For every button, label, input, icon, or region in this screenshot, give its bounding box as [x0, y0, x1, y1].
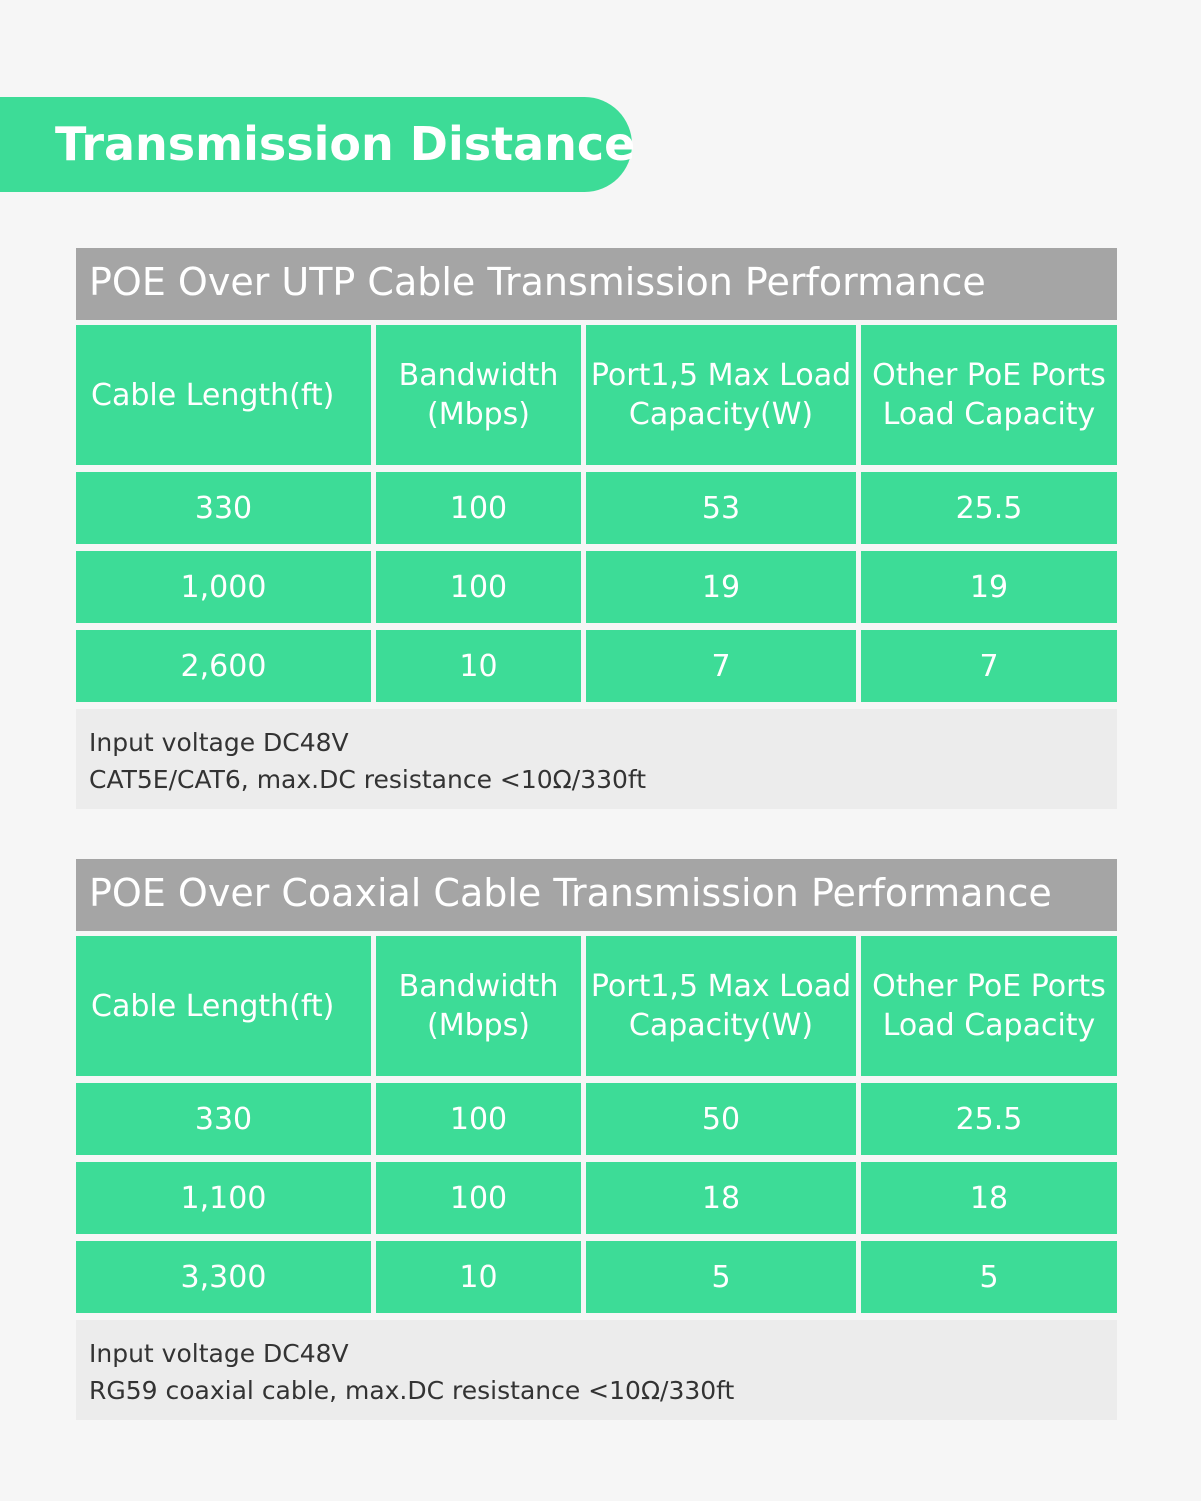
table-cell: 100: [376, 1162, 581, 1234]
table-cell: 10: [376, 1241, 581, 1313]
page-title: Transmission Distance: [55, 117, 636, 171]
table-cell: 100: [376, 472, 581, 544]
coax-section-title: POE Over Coaxial Cable Transmission Performance: [76, 859, 1117, 931]
coax-header-bandwidth: [376, 936, 581, 1076]
header-line: (Mbps): [426, 1008, 530, 1043]
coax-header-other-ports-capacity: [861, 936, 1117, 1076]
header-line: (Mbps): [426, 397, 530, 432]
header-line: Bandwidth: [398, 969, 559, 1004]
table-cell: 5: [586, 1241, 856, 1313]
note-line: RG59 coaxial cable, max.DC resistance <10Ω/330ft: [89, 1376, 735, 1405]
table-cell: 19: [586, 551, 856, 623]
utp-header-cable-length: [76, 325, 371, 465]
table-cell: 10: [376, 630, 581, 702]
table-cell: 25.5: [861, 1083, 1117, 1155]
utp-header-port15-capacity: [586, 325, 856, 465]
header-line: Capacity(W): [628, 397, 814, 432]
coax-header-cable-length: [76, 936, 371, 1076]
header-line: Port1,5 Max Load: [590, 358, 852, 393]
utp-section-title: POE Over UTP Cable Transmission Performance: [76, 248, 1117, 320]
table-cell: 7: [861, 630, 1117, 702]
note-line: CAT5E/CAT6, max.DC resistance <10Ω/330ft: [89, 765, 647, 794]
header-line: Load Capacity: [882, 1008, 1096, 1043]
utp-section: [76, 248, 1117, 809]
table-cell: 50: [586, 1083, 856, 1155]
table-cell: 18: [586, 1162, 856, 1234]
table-cell: 53: [586, 472, 856, 544]
header-line: Capacity(W): [628, 1008, 814, 1043]
table-cell: 3,300: [76, 1241, 371, 1313]
table-cell: 330: [76, 472, 371, 544]
coax-notes: [76, 1320, 1117, 1420]
header-line: Port1,5 Max Load: [590, 969, 852, 1004]
table-cell: 1,100: [76, 1162, 371, 1234]
utp-table: [76, 325, 1117, 702]
table-cell: 2,600: [76, 630, 371, 702]
table-cell: 1,000: [76, 551, 371, 623]
header-line: Other PoE Ports: [872, 358, 1106, 393]
table-cell: 5: [861, 1241, 1117, 1313]
coax-header-port15-capacity: [586, 936, 856, 1076]
header-line: Load Capacity: [882, 397, 1096, 432]
header-line: Cable Length(ft): [91, 988, 335, 1024]
coax-section: [76, 859, 1117, 1420]
title-banner: [0, 97, 636, 192]
utp-notes: [76, 709, 1117, 809]
note-line: Input voltage DC48V: [89, 1339, 349, 1368]
table-cell: 18: [861, 1162, 1117, 1234]
coax-table: [76, 936, 1117, 1313]
utp-header-bandwidth: [376, 325, 581, 465]
table-cell: 19: [861, 551, 1117, 623]
table-cell: 330: [76, 1083, 371, 1155]
table-cell: 25.5: [861, 472, 1117, 544]
table-cell: 100: [376, 551, 581, 623]
note-line: Input voltage DC48V: [89, 728, 349, 757]
table-cell: 7: [586, 630, 856, 702]
utp-header-other-ports-capacity: [861, 325, 1117, 465]
table-cell: 100: [376, 1083, 581, 1155]
header-line: Other PoE Ports: [872, 969, 1106, 1004]
header-line: Cable Length(ft): [91, 377, 335, 413]
header-line: Bandwidth: [398, 358, 559, 393]
